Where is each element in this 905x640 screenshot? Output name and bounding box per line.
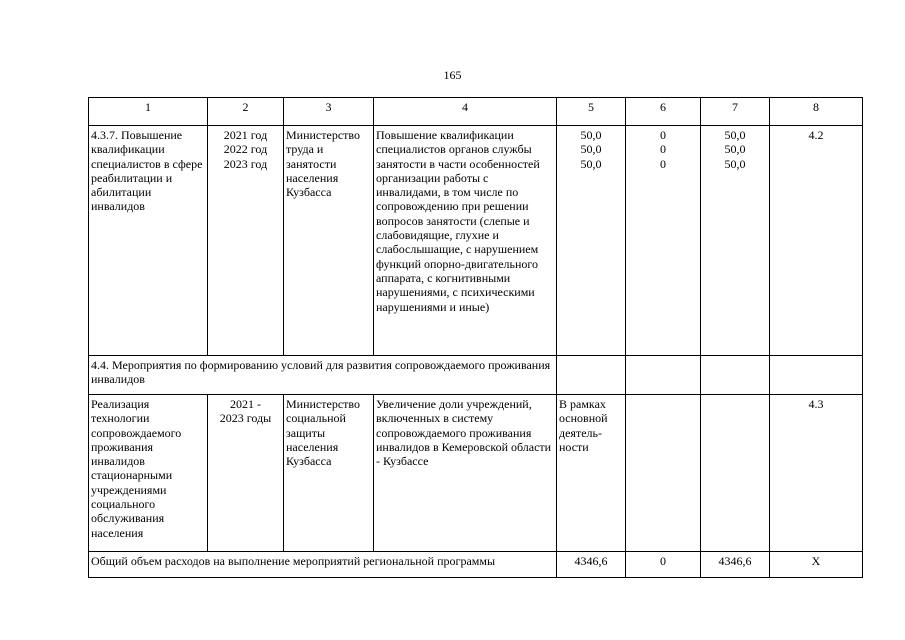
- header-cell: 3: [284, 98, 374, 126]
- total-regional-cell: 4346,6: [701, 552, 770, 578]
- funding-federal-cell: [626, 395, 701, 552]
- funding-regional-cell: [701, 395, 770, 552]
- empty-cell: [557, 356, 626, 395]
- section-title-cell: 4.4. Мероприятия по формированию условий для развития сопровождаемого проживания инвалидов: [89, 356, 557, 395]
- result-cell: Повышение квалификации специалистов органов службы занятости в части особенностей организации работы с инвалидами, в том числе по сопровождению при решении вопросов занятости (слепые и слабовидящие, глухие и слабослышащие, с нарушением функций опорно-двигательного аппарата, с когнитивными нарушениями, с психическими нарушениями и иные): [374, 126, 557, 356]
- header-cell: 1: [89, 98, 208, 126]
- total-funding-cell: 4346,6: [557, 552, 626, 578]
- funding-total-cell: В рамках основной деятель- ности: [557, 395, 626, 552]
- total-indicator-cell: Х: [770, 552, 863, 578]
- empty-cell: [770, 356, 863, 395]
- period-cell: 2021 - 2023 годы: [208, 395, 284, 552]
- funding-federal-cell: 0 0 0: [626, 126, 701, 356]
- indicator-cell: 4.3: [770, 395, 863, 552]
- header-cell: 4: [374, 98, 557, 126]
- empty-cell: [701, 356, 770, 395]
- executor-cell: Министерство социальной защиты населения Кузбасса: [284, 395, 374, 552]
- header-cell: 6: [626, 98, 701, 126]
- activity-name-cell: 4.3.7. Повышение квалификации специалистов в сфере реабилитации и абилитации инвалидов: [89, 126, 208, 356]
- header-cell: 5: [557, 98, 626, 126]
- table-header-row: [89, 98, 863, 126]
- result-cell: Увеличение доли учреждений, включенных в систему сопровождаемого проживания инвалидов в Кемеровской области - Кузбассе: [374, 395, 557, 552]
- period-cell: 2021 год 2022 год 2023 год: [208, 126, 284, 356]
- empty-cell: [626, 356, 701, 395]
- header-cell: 7: [701, 98, 770, 126]
- funding-total-cell: 50,0 50,0 50,0: [557, 126, 626, 356]
- total-federal-cell: 0: [626, 552, 701, 578]
- header-cell: 8: [770, 98, 863, 126]
- program-table: [88, 97, 863, 578]
- section-row: [89, 356, 863, 395]
- page-number: 165: [443, 68, 462, 82]
- table-row: [89, 395, 863, 552]
- activity-name-cell: Реализация технологии сопровождаемого проживания инвалидов стационарными учреждениями социального обслуживания населения: [89, 395, 208, 552]
- executor-cell: Министерство труда и занятости населения Кузбасса: [284, 126, 374, 356]
- total-label-cell: Общий объем расходов на выполнение мероприятий региональной программы: [89, 552, 557, 578]
- total-row: [89, 552, 863, 578]
- table-row: [89, 126, 863, 356]
- header-cell: 2: [208, 98, 284, 126]
- funding-regional-cell: 50,0 50,0 50,0: [701, 126, 770, 356]
- indicator-cell: 4.2: [770, 126, 863, 356]
